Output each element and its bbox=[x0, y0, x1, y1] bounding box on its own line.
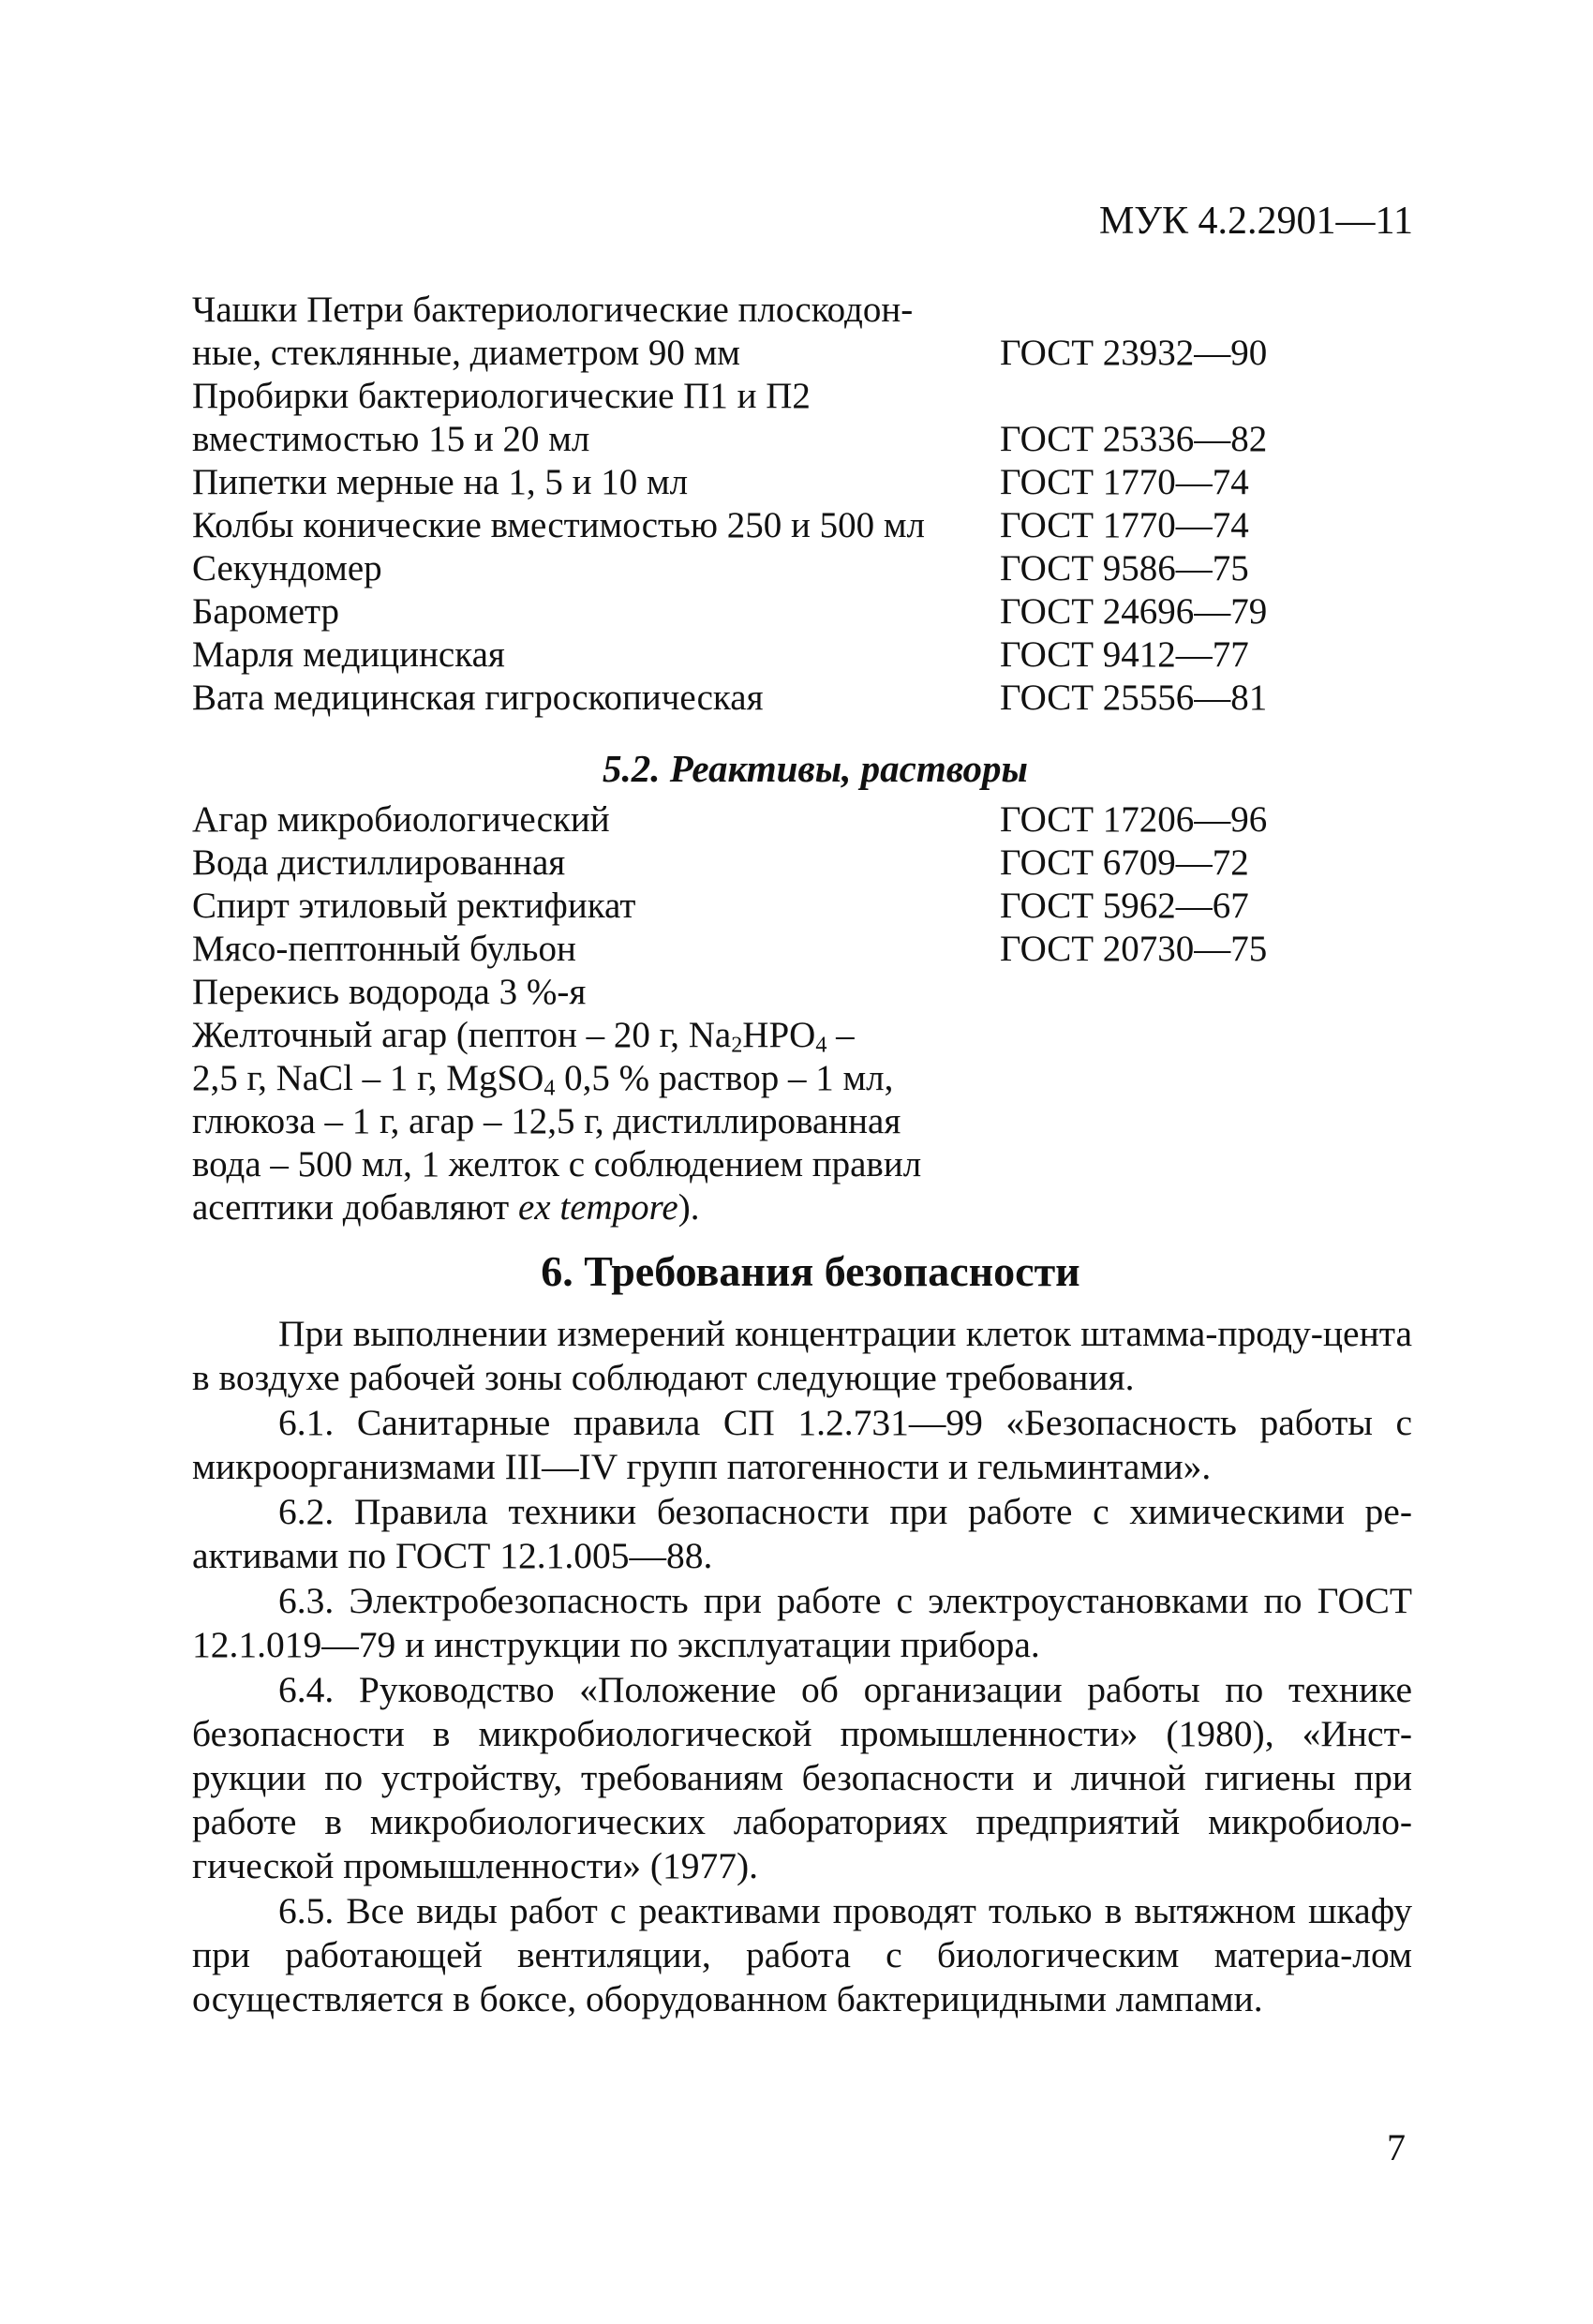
list-item: Агар микробиологический ГОСТ 17206—96 bbox=[192, 799, 1268, 840]
list-item: Пробирки бактериологические П1 и П2 bbox=[192, 376, 811, 416]
paragraph: 6.5. Все виды работ с реактивами проводят только в вытяжном шкафу при работающей вентиляции, работа с биологическим материа-лом осуществляется в боксе, оборудованном бактерицидными лампами. bbox=[192, 1890, 1412, 2019]
paragraph: 6.3. Электробезопасность при работе с электроустановками по ГОСТ 12.1.019—79 и инструкции по эксплуатации прибора. bbox=[192, 1580, 1412, 1665]
list-item: Секундомер ГОСТ 9586—75 bbox=[192, 548, 1249, 588]
yolk-agar-line: Желточный агар (пептон – 20 г, $Na_2HPO_4$ – bbox=[192, 1015, 855, 1058]
list-item: Мясо-пептонный бульон ГОСТ 20730—75 bbox=[192, 929, 1268, 969]
equipment-list bbox=[192, 289, 1284, 720]
yolk-agar-line: глюкоза – 1 г, агар – 12,5 г, дистиллированная bbox=[192, 1101, 901, 1141]
section-body bbox=[192, 1312, 1412, 2022]
list-item: Чашки Петри бактериологические плоскодон- bbox=[192, 290, 914, 330]
reagents-list bbox=[192, 798, 1284, 1229]
paragraph: 6.1. Санитарные правила СП 1.2.731—99 «Безопасность работы с микроорганизмами III—IV групп патогенности и гельминтами». bbox=[192, 1402, 1412, 1487]
paragraph: 6.4. Руководство «Положение об организации работы по технике безопасности в микробиологической промышленности» (1980), «Инст-рукции по устройству, требованиям безопасности и личной гигиены при работе в микробиологических лабораториях предприятий микробиоло-гической промышленности» (1977). bbox=[192, 1669, 1412, 1886]
list-item: Барометр ГОСТ 24696—79 bbox=[192, 591, 1268, 632]
paragraph: При выполнении измерений концентрации клеток штамма-проду-цента в воздухе рабочей зоны соблюдают следующие требования. bbox=[192, 1313, 1412, 1398]
section-title: 6. Требования безопасности bbox=[541, 1247, 1080, 1295]
page-number: 7 bbox=[1387, 2126, 1406, 2168]
yolk-agar-line: 2,5 г, NaCl – 1 г, MgSO$_4$ 0,5 % раствор – 1 мл, bbox=[192, 1058, 894, 1101]
yolk-agar-line: вода – 500 мл, 1 желток с соблюдением правил bbox=[192, 1144, 922, 1184]
paragraph: 6.2. Правила техники безопасности при работе с химическими ре-активами по ГОСТ 12.1.005—88. bbox=[192, 1491, 1412, 1576]
list-item: Марля медицинская ГОСТ 9412—77 bbox=[192, 634, 1249, 675]
yolk-agar-line: асептики добавляют ex tempore). bbox=[192, 1187, 700, 1228]
list-item: Пипетки мерные на 1, 5 и 10 мл ГОСТ 1770—74 bbox=[192, 462, 1249, 502]
list-item: Вата медицинская гигроскопическая ГОСТ 25556—81 bbox=[192, 678, 1268, 718]
list-item: Колбы конические вместимостью 250 и 500 мл ГОСТ 1770—74 bbox=[192, 505, 1249, 545]
list-item: Перекись водорода 3 %-я bbox=[192, 972, 587, 1012]
list-item: ные, стеклянные, диаметром 90 мм ГОСТ 23932—90 bbox=[192, 333, 1268, 373]
reagents-subheading: 5.2. Реактивы, растворы bbox=[603, 747, 1028, 790]
list-item: Вода дистиллированная ГОСТ 6709—72 bbox=[192, 842, 1249, 883]
list-item: Спирт этиловый ректификат ГОСТ 5962—67 bbox=[192, 886, 1249, 926]
document-code: МУК 4.2.2901—11 bbox=[1098, 200, 1413, 243]
list-item: вместимостью 15 и 20 мл ГОСТ 25336—82 bbox=[192, 419, 1268, 459]
